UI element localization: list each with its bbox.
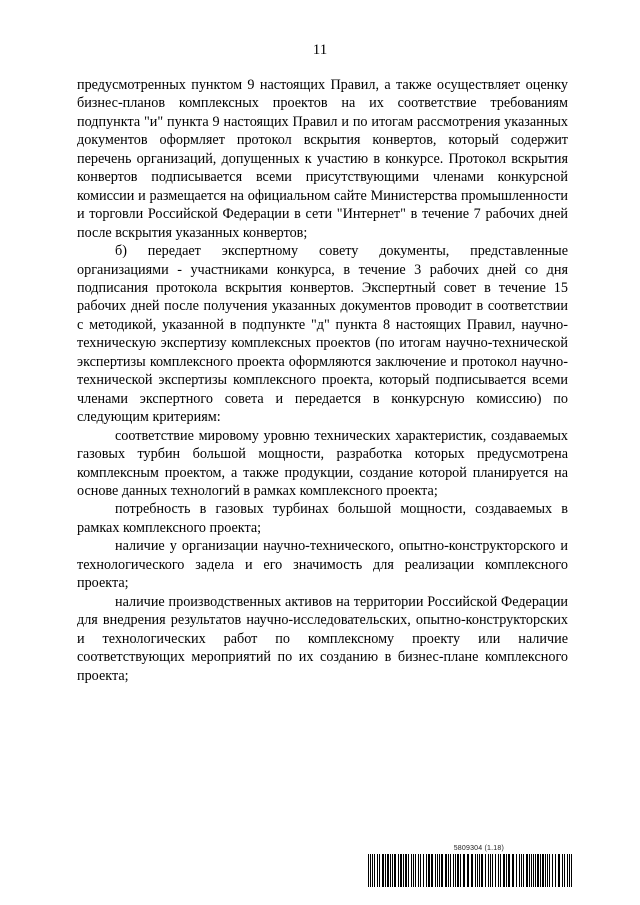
paragraph: соответствие мировому уровню технических характеристик, создаваемых газовых турбин большой мощности, разработка которых предусмотрена комплексным проектом, а также продукции, создание которой планируется на основе данных технологий в рамках комплексного проекта; — [77, 427, 568, 499]
barcode — [368, 854, 574, 887]
paragraph: б) передает экспертному совету документы, представленные организациями - участниками конкурса, в течение 3 рабочих дней со дня подписания протокола вскрытия конвертов. Экспертный совет в течение 15 рабочих дней после получения указанных документов проводит в соответствии с методикой, указанной в подпункте "д" пункта 8 настоящих Правил, научно-техническую экспертизу комплексных проектов (по итогам научно-технической экспертизы комплексного проекта оформляются заключение и протокол научно-технической экспертизы комплексного проекта, который подписывается всеми членами экспертного совета и передается в конкурсную комиссию) по следующим критериям: — [77, 243, 568, 426]
paragraph: наличие у организации научно-технического, опытно-конструкторского и технологического задела и его значимость для реализации комплексного проекта; — [77, 538, 568, 592]
document-footer — [368, 845, 574, 895]
document-body — [77, 76, 568, 685]
paragraph: предусмотренных пунктом 9 настоящих Правил, а также осуществляет оценку бизнес-планов комплексных проектов на их соответствие требованиям подпункта "и" пункта 9 настоящих Правил и по итогам рассмотрения указанных документов оформляет протокол вскрытия конвертов, который содержит перечень организаций, допущенных к участию в конкурсе. Протокол вскрытия конвертов подписывается всеми присутствующими членами конкурсной комиссии и размещается на официальном сайте Министерства промышленности и торговли Российской Федерации в сети "Интернет" в течение 7 рабочих дней после вскрытия указанных конвертов; — [77, 77, 568, 241]
page-number: 11 — [312, 42, 328, 58]
paragraph: потребность в газовых турбинах большой мощности, создаваемых в рамках комплексного проекта; — [77, 501, 568, 536]
paragraph: наличие производственных активов на территории Российской Федерации для внедрения результатов научно-исследовательских, опытно-конструкторских и технологических работ по комплексному проекту или наличие соответствующих мероприятий по их созданию в бизнес-плане комплексного проекта; — [77, 593, 568, 684]
document-code: 5809304 (1.18) — [453, 845, 504, 852]
